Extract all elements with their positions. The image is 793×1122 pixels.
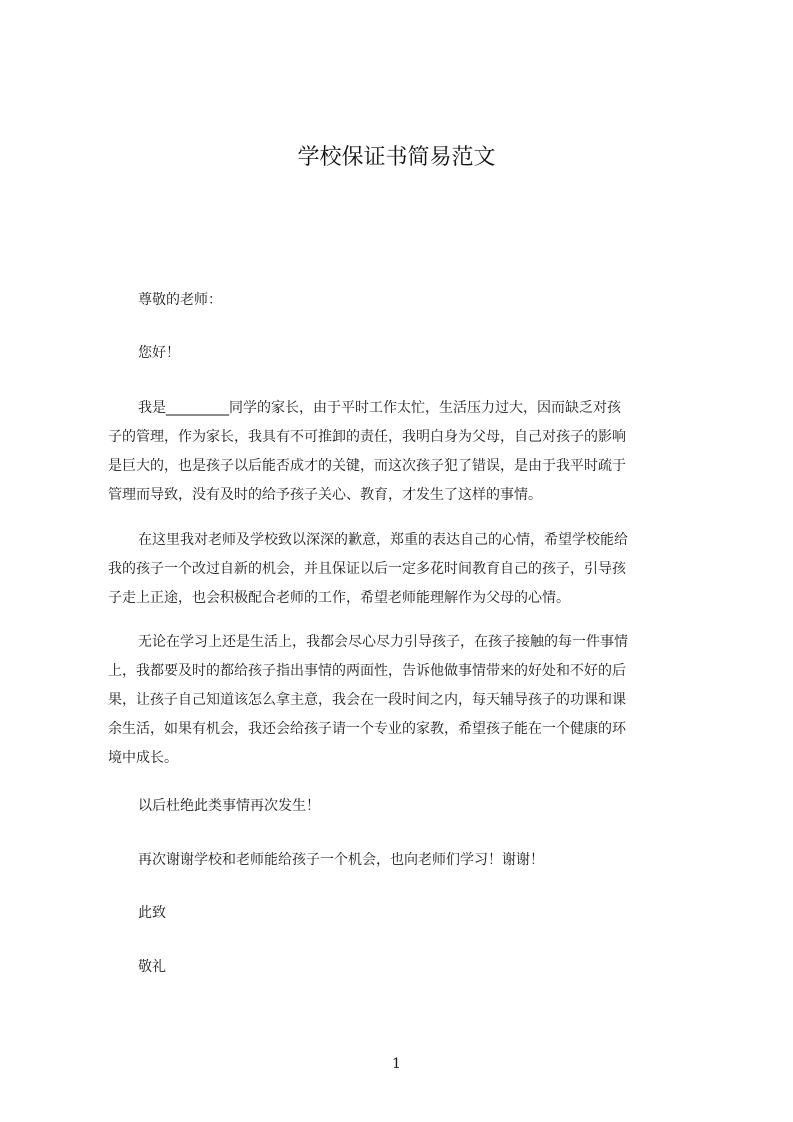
paragraph-3-line: 果，让孩子自己知道该怎么拿主意，我会在一段时间之内，每天辅导孩子的功课和课 — [108, 692, 626, 708]
paragraph-3 — [108, 628, 700, 773]
paragraph-2-line: 在这里我对老师及学校致以深深的歉意，郑重的表达自己的心情，希望学校能给 — [138, 532, 628, 548]
never-again-line: 以后杜绝此类事情再次发生！ — [138, 798, 320, 814]
document-title: 学校保证书简易范文 — [297, 145, 496, 170]
closing-jingli: 敬礼 — [138, 959, 166, 975]
paragraph-1-line: 我是_________同学的家长，由于平时工作太忙，生活压力过大，因而缺乏对孩 — [138, 400, 621, 416]
hello-line: 您好！ — [138, 345, 180, 361]
paragraph-1-line: 是巨大的，也是孩子以后能否成才的关键，而这次孩子犯了错误，是由于我平时疏于 — [108, 458, 626, 474]
paragraph-3-line: 境中成长。 — [108, 750, 178, 766]
paragraph-1-line: 管理而导致，没有及时的给予孩子关心、教育，才发生了这样的事情。 — [108, 487, 542, 503]
greeting: 尊敬的老师： — [138, 292, 222, 308]
page-number: 1 — [392, 1056, 401, 1072]
thanks-line: 再次谢谢学校和老师能给孩子一个机会，也向老师们学习！谢谢！ — [138, 852, 544, 868]
paragraph-3-line: 无论在学习上还是生活上，我都会尽心尽力引导孩子，在孩子接触的每一件事情 — [138, 634, 628, 650]
paragraph-2-line: 我的孩子一个改过自新的机会，并且保证以后一定多花时间教育自己的孩子，引导孩 — [108, 561, 626, 577]
paragraph-1-line: 子的管理，作为家长，我具有不可推卸的责任，我明白身为父母，自己对孩子的影响 — [108, 429, 626, 445]
paragraph-1 — [108, 394, 700, 510]
closing-cizhi: 此致 — [138, 905, 166, 921]
paragraph-3-line: 上，我都要及时的都给孩子指出事情的两面性，告诉他做事情带来的好处和不好的后 — [108, 663, 626, 679]
paragraph-3-line: 余生活，如果有机会，我还会给孩子请一个专业的家教，希望孩子能在一个健康的环 — [108, 721, 626, 737]
paragraph-2 — [108, 526, 700, 613]
paragraph-2-line: 子走上正途，也会积极配合老师的工作，希望老师能理解作为父母的心情。 — [108, 590, 570, 606]
